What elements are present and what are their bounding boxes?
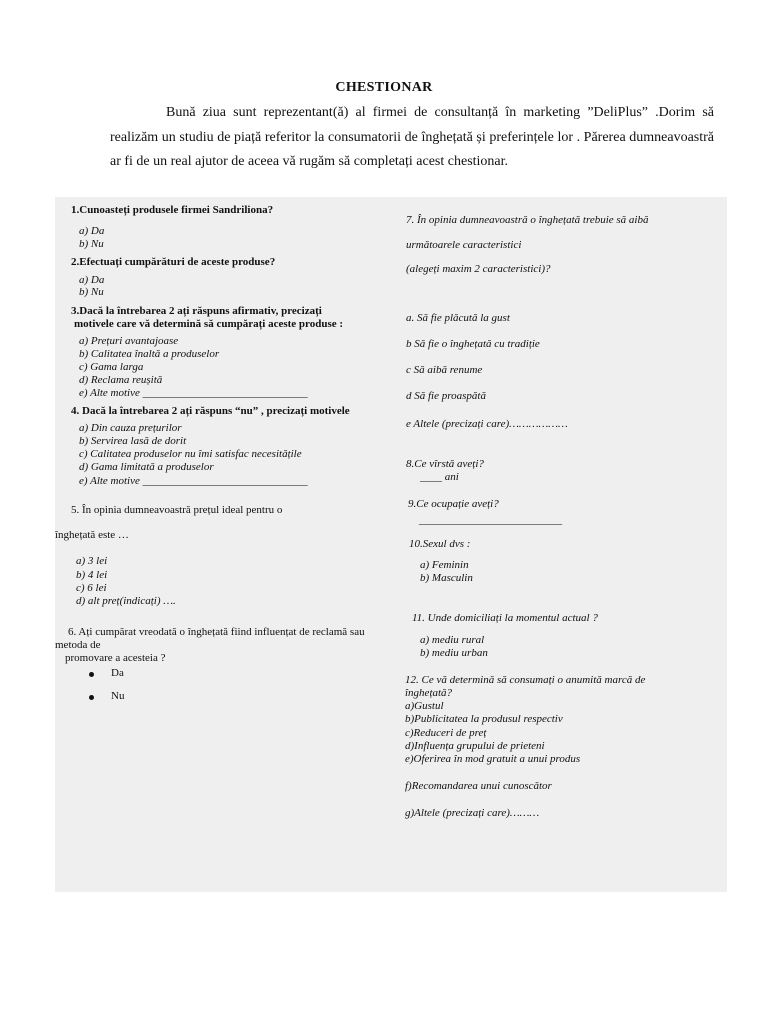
q4-option-e[interactable]: e) Alte motive ______________________________ xyxy=(79,475,308,487)
q12-option-c[interactable]: c)Reduceri de preț xyxy=(405,727,487,739)
q12-option-a[interactable]: a)Gustul xyxy=(405,700,444,712)
q11-question: 11. Unde domiciliați la momentul actual ? xyxy=(412,612,598,624)
q5-question-line2: înghețată este … xyxy=(55,529,129,541)
q2-question: 2.Efectuați cumpărături de aceste produse? xyxy=(71,256,276,268)
q4-option-c[interactable]: c) Calitatea produselor nu îmi satisfac necesitățile xyxy=(79,448,302,460)
intro-paragraph: Bună ziua sunt reprezentant(ă) al firmei de consultanță în marketing ”DeliPlus” .Dorim să realizăm un studiu de piață referitor la consumatorii de înghețată și preferințele lor . Părerea dumneavoastră ar fi de un real ajutor de aceea vă rugăm să completați acest chestionar. xyxy=(110,105,714,169)
q3-option-c[interactable]: c) Gama larga xyxy=(79,361,144,373)
q3-question-line1: 3.Dacă la întrebarea 2 ați răspuns afirmativ, precizați xyxy=(71,305,322,317)
q8-question: 8.Ce vîrstă aveți? xyxy=(406,458,484,470)
q3-question-line2: motivele care vă determină să cumpărați aceste produse : xyxy=(74,318,344,330)
q12-option-f[interactable]: f)Recomandarea unui cunoscător xyxy=(405,780,552,792)
q1-question: 1.Cunoasteți produsele firmei Sandriliona? xyxy=(71,204,274,216)
q3-option-d[interactable]: d) Reclama reușită xyxy=(79,374,163,386)
q8-answer-field[interactable]: ____ ani xyxy=(420,471,459,483)
q12-option-g[interactable]: g)Altele (precizați care)……… xyxy=(405,807,540,819)
q10-option-b[interactable]: b) Masculin xyxy=(420,572,473,584)
q6-question-line1: 6. Ați cumpărat vreodată o înghețată fiind influențat de reclamă sau xyxy=(68,626,365,638)
q12-option-d[interactable]: d)Influența grupului de prieteni xyxy=(405,740,545,752)
q5-question-line1: 5. În opinia dumneavoastră prețul ideal pentru o xyxy=(71,504,283,516)
bullet-icon xyxy=(89,695,94,700)
q7-option-e[interactable]: e Altele (precizați care)……………… xyxy=(406,418,568,430)
q11-option-a[interactable]: a) mediu rural xyxy=(420,634,485,646)
q7-option-a[interactable]: a. Să fie plăcută la gust xyxy=(406,312,510,324)
q5-option-d[interactable]: d) alt preț(indicați) …. xyxy=(76,595,176,607)
q10-question: 10.Sexul dvs : xyxy=(409,538,471,550)
q6-option-da[interactable]: Da xyxy=(111,667,124,679)
q3-option-a[interactable]: a) Prețuri avantajoase xyxy=(79,335,179,347)
q9-answer-field[interactable]: __________________________ xyxy=(419,514,562,526)
q2-option-a[interactable]: a) Da xyxy=(79,274,105,286)
q3-option-e[interactable]: e) Alte motive ______________________________ xyxy=(79,387,308,399)
q4-option-a[interactable]: a) Din cauza prețurilor xyxy=(79,422,182,434)
q7-question-line1: 7. În opinia dumneavoastră o înghețată trebuie să aibă xyxy=(406,214,649,226)
q7-question-line2: următoarele caracteristici xyxy=(406,239,522,251)
q10-option-a[interactable]: a) Feminin xyxy=(420,559,469,571)
q1-option-a[interactable]: a) Da xyxy=(79,225,105,237)
q1-option-b[interactable]: b) Nu xyxy=(79,238,104,250)
q11-option-b[interactable]: b) mediu urban xyxy=(420,647,488,659)
q4-option-d[interactable]: d) Gama limitată a produselor xyxy=(79,461,214,473)
q2-option-b[interactable]: b) Nu xyxy=(79,286,104,298)
q7-option-d[interactable]: d Să fie proaspătă xyxy=(406,390,486,402)
q6-question-line3: promovare a acesteia ? xyxy=(65,652,166,664)
questionnaire-title: CHESTIONAR xyxy=(335,80,433,95)
q12-option-e[interactable]: e)Oferirea în mod gratuit a unui produs xyxy=(405,753,581,765)
q6-option-nu[interactable]: Nu xyxy=(111,690,125,702)
q9-question: 9.Ce ocupație aveți? xyxy=(408,498,499,510)
q7-question-line3: (alegeți maxim 2 caracteristici)? xyxy=(406,263,551,275)
q4-question: 4. Dacă la întrebarea 2 ați răspuns “nu” , precizați motivele xyxy=(71,405,350,417)
bullet-icon xyxy=(89,672,94,677)
q3-option-b[interactable]: b) Calitatea înaltă a produselor xyxy=(79,348,220,360)
q12-option-b[interactable]: b)Publicitatea la produsul respectiv xyxy=(405,713,563,725)
q7-option-c[interactable]: c Să aibă renume xyxy=(406,364,483,376)
q4-option-b[interactable]: b) Servirea lasă de dorit xyxy=(79,435,187,447)
q5-option-a[interactable]: a) 3 lei xyxy=(76,555,108,567)
questions-panel xyxy=(55,197,727,892)
q6-question-line2: metoda de xyxy=(55,639,101,651)
q12-question-line2: înghețată? xyxy=(405,687,453,699)
q5-option-c[interactable]: c) 6 lei xyxy=(76,582,107,594)
q5-option-b[interactable]: b) 4 lei xyxy=(76,569,108,581)
q7-option-b[interactable]: b Să fie o înghețată cu tradiție xyxy=(406,338,540,350)
q12-question-line1: 12. Ce vă determină să consumați o anumită marcă de xyxy=(405,674,646,686)
